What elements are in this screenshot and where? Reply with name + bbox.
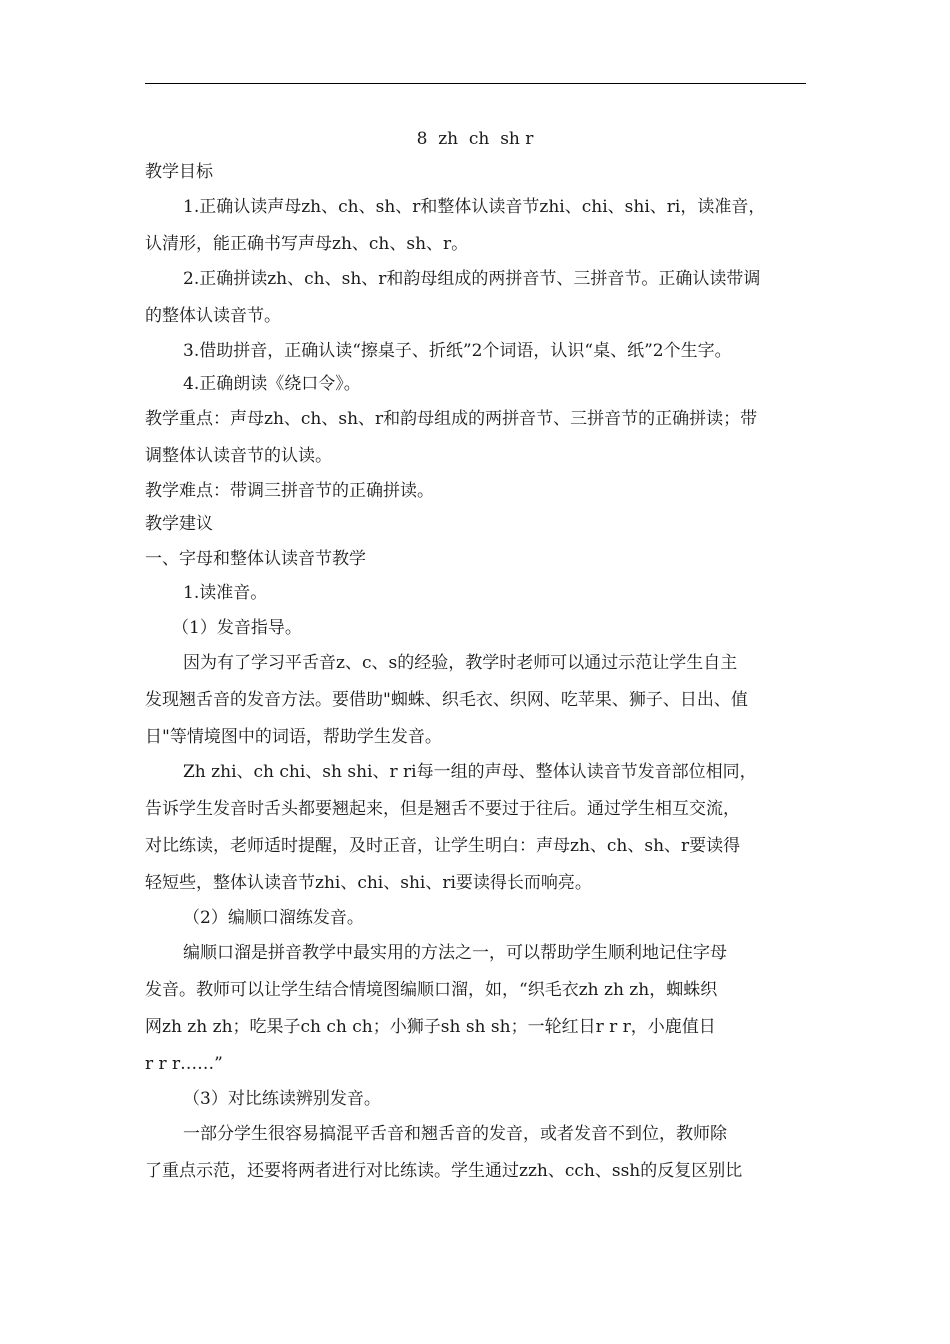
- paragraph-line: （3）对比练读辨别发音。: [183, 1089, 381, 1109]
- paragraph-line: 3.借助拼音，正确认读“擦桌子、折纸”2个词语，认识“桌、纸”2个生字。: [183, 341, 732, 361]
- paragraph-line: 编顺口溜是拼音教学中最实用的方法之一，可以帮助学生顺利地记住字母: [183, 943, 727, 963]
- paragraph-line: 网zh zh zh；吃果子ch ch ch；小狮子sh sh sh；一轮红日r r r，小鹿值日: [145, 1017, 716, 1037]
- subsection-heading: 一、字母和整体认读音节教学: [145, 549, 366, 569]
- paragraph-line: Zh zhi、ch chi、sh shi、r ri每一组的声母、整体认读音节发音部位相同，: [183, 762, 757, 782]
- paragraph-line: 了重点示范，还要将两者进行对比练读。学生通过zzh、cch、ssh的反复区别比: [145, 1161, 743, 1181]
- key-points-line: 教学重点：声母zh、ch、sh、r和韵母组成的两拼音节、三拼音节的正确拼读；带: [145, 409, 758, 429]
- paragraph-line: 4.正确朗读《绕口令》。: [183, 374, 361, 394]
- header-rule: [145, 83, 806, 84]
- paragraph-line: 发现翘舌音的发音方法。要借助"蜘蛛、织毛衣、织网、吃苹果、狮子、日出、值: [145, 690, 748, 710]
- lesson-title: 8 zh ch sh r: [416, 129, 534, 149]
- paragraph-line: 轻短些，整体认读音节zhi、chi、shi、ri要读得长而响亮。: [145, 873, 592, 893]
- paragraph-line: 因为有了学习平舌音z、c、s的经验，教学时老师可以通过示范让学生自主: [183, 653, 738, 673]
- paragraph-line: 1.正确认读声母zh、ch、sh、r和整体认读音节zhi、chi、shi、ri，读准音，: [183, 197, 766, 217]
- paragraph-line: r r r……”: [145, 1054, 223, 1074]
- key-points-line: 调整体认读音节的认读。: [145, 446, 332, 466]
- paragraph-line: 日"等情境图中的词语，帮助学生发音。: [145, 727, 442, 747]
- paragraph-line: 2.正确拼读zh、ch、sh、r和韵母组成的两拼音节、三拼音节。正确认读带调: [183, 269, 761, 289]
- section-heading-suggestions: 教学建议: [145, 514, 213, 534]
- paragraph-line: 的整体认读音节。: [145, 306, 281, 326]
- paragraph-line: 对比练读，老师适时提醒，及时正音，让学生明白：声母zh、ch、sh、r要读得: [145, 836, 741, 856]
- difficulty-line: 教学难点：带调三拼音节的正确拼读。: [145, 481, 434, 501]
- paragraph-line: （1）发音指导。: [172, 618, 302, 638]
- paragraph-line: 一部分学生很容易搞混平舌音和翘舌音的发音，或者发音不到位，教师除: [183, 1124, 727, 1144]
- paragraph-line: 1.读准音。: [183, 583, 268, 603]
- paragraph-line: 告诉学生发音时舌头都要翘起来，但是翘舌不要过于往后。通过学生相互交流，: [145, 799, 740, 819]
- paragraph-line: （2）编顺口溜练发音。: [183, 908, 364, 928]
- paragraph-line: 发音。教师可以让学生结合情境图编顺口溜，如，“织毛衣zh zh zh，蜘蛛织: [145, 980, 718, 1000]
- section-heading-goals: 教学目标: [145, 162, 213, 182]
- paragraph-line: 认清形，能正确书写声母zh、ch、sh、r。: [145, 234, 469, 254]
